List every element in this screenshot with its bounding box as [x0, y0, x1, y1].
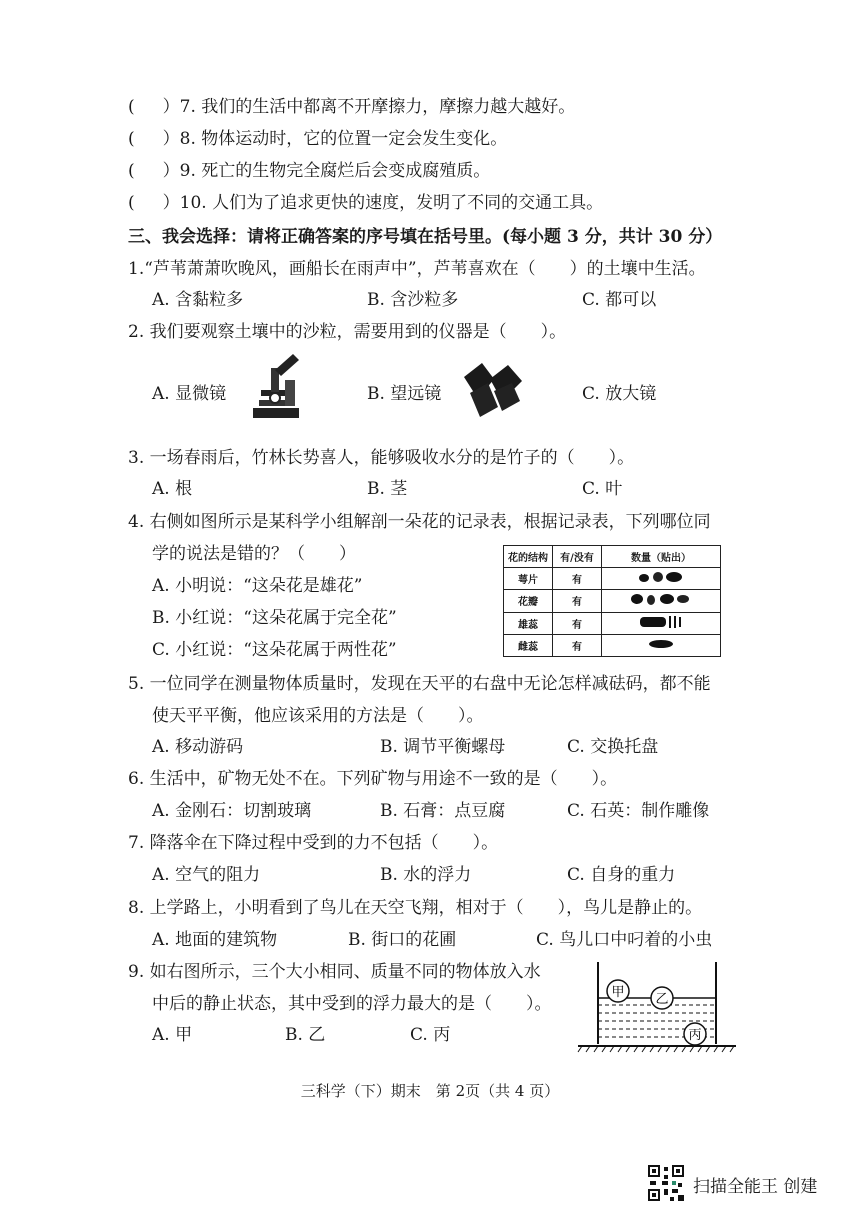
table-row [504, 590, 721, 612]
q9-option-b[interactable]: B. 乙 [285, 1025, 326, 1045]
flower-record-table [503, 545, 721, 657]
pistil-samples-icon [641, 638, 681, 650]
sepal-samples-icon [636, 570, 686, 584]
question-5-line-2: 使天平平衡，他应该采用的方法是（ ）。 [152, 706, 484, 726]
table-cell-has: 有 [553, 612, 602, 634]
question-2: 2. 我们要观察土壤中的沙粒，需要用到的仪器是（ ）。 [128, 322, 567, 342]
question-3: 3. 一场春雨后，竹林长势喜人，能够吸收水分的是竹子的（ ）。 [128, 448, 635, 468]
q2-option-b[interactable]: B. 望远镜 [367, 384, 442, 404]
q7-option-b[interactable]: B. 水的浮力 [380, 865, 472, 885]
question-1: 1.“芦苇萧萧吹晚风，画船长在雨声中”，芦苇喜欢在（ ）的土壤中生活。 [128, 259, 706, 279]
q6-option-b[interactable]: B. 石膏：点豆腐 [380, 801, 506, 821]
answer-paren[interactable]: ( [128, 161, 135, 181]
qr-code-icon [646, 1163, 686, 1203]
q5-option-c[interactable]: C. 交换托盘 [567, 737, 659, 757]
table-row [504, 568, 721, 590]
q2-option-a[interactable]: A. 显微镜 [152, 384, 227, 404]
q1-option-a[interactable]: A. 含黏粒多 [152, 290, 244, 310]
table-cell-part: 花瓣 [504, 590, 553, 612]
petal-samples-icon [629, 592, 693, 606]
q2-option-c[interactable]: C. 放大镜 [582, 384, 657, 404]
judge-text: ）10. 人们为了追求更快的速度，发明了不同的交通工具。 [162, 193, 604, 213]
question-5-line-1: 5. 一位同学在测量物体质量时，发现在天平的右盘中无论怎样减砝码，都不能 [128, 674, 711, 694]
table-cell-samples [602, 612, 721, 634]
section-heading: 三、我会选择：请将正确答案的序号填在括号里。(每小题 3 分，共计 30 分） [128, 227, 723, 247]
label-yi: 乙 [655, 992, 669, 1007]
answer-paren[interactable]: ( [128, 129, 135, 149]
table-header: 数量（贴出） [602, 546, 721, 568]
judge-item-8 [128, 128, 507, 150]
judge-item-9 [128, 160, 490, 182]
table-row [504, 612, 721, 634]
q7-option-a[interactable]: A. 空气的阻力 [152, 865, 261, 885]
table-header: 有/没有 [553, 546, 602, 568]
q5-option-b[interactable]: B. 调节平衡螺母 [380, 737, 506, 757]
q4-option-a[interactable]: A. 小明说：“这朵花是雄花” [152, 576, 363, 596]
scanner-watermark: 扫描全能王 创建 [693, 1177, 818, 1197]
binoculars-icon [460, 357, 526, 419]
question-7: 7. 降落伞在下降过程中受到的力不包括（ ）。 [128, 833, 499, 853]
label-bing: 丙 [688, 1028, 702, 1043]
table-cell-part: 雄蕊 [504, 612, 553, 634]
judge-item-7 [128, 96, 575, 118]
q1-option-c[interactable]: C. 都可以 [582, 290, 657, 310]
label-jia: 甲 [611, 985, 625, 1000]
table-cell-has: 有 [553, 634, 602, 656]
table-header: 花的结构 [504, 546, 553, 568]
q9-option-c[interactable]: C. 丙 [410, 1025, 451, 1045]
q7-option-c[interactable]: C. 自身的重力 [567, 865, 676, 885]
table-cell-has: 有 [553, 568, 602, 590]
question-9-line-1: 9. 如右图所示，三个大小相同、质量不同的物体放入水 [128, 962, 541, 982]
stamen-samples-icon [636, 614, 686, 630]
judge-item-10 [128, 192, 603, 214]
buoyancy-diagram [576, 958, 738, 1054]
answer-paren[interactable]: ( [128, 193, 135, 213]
q3-option-c[interactable]: C. 叶 [582, 479, 623, 499]
judge-text: ）8. 物体运动时，它的位置一定会发生变化。 [162, 129, 508, 149]
q4-option-c[interactable]: C. 小红说：“这朵花属于两性花” [152, 640, 397, 660]
table-header-row [504, 546, 721, 568]
q3-option-a[interactable]: A. 根 [152, 479, 193, 499]
question-9-line-2: 中后的静止状态，其中受到的浮力最大的是（ ）。 [152, 994, 552, 1014]
table-cell-samples [602, 634, 721, 656]
table-row [504, 634, 721, 656]
table-cell-has: 有 [553, 590, 602, 612]
q8-option-a[interactable]: A. 地面的建筑物 [152, 930, 278, 950]
q6-option-a[interactable]: A. 金刚石：切割玻璃 [152, 801, 312, 821]
question-4-line-2: 学的说法是错的？（ ） [152, 544, 356, 564]
judge-text: ）9. 死亡的生物完全腐烂后会变成腐殖质。 [162, 161, 491, 181]
judge-text: ）7. 我们的生活中都离不开摩擦力，摩擦力越大越好。 [162, 97, 576, 117]
table-cell-samples [602, 568, 721, 590]
table-cell-part: 雌蕊 [504, 634, 553, 656]
question-6: 6. 生活中，矿物无处不在。下列矿物与用途不一致的是（ ）。 [128, 769, 618, 789]
question-8: 8. 上学路上，小明看到了鸟儿在天空飞翔，相对于（ ），鸟儿是静止的。 [128, 898, 703, 918]
microscope-icon [245, 350, 307, 422]
q4-option-b[interactable]: B. 小红说：“这朵花属于完全花” [152, 608, 397, 628]
table-cell-part: 萼片 [504, 568, 553, 590]
q5-option-a[interactable]: A. 移动游码 [152, 737, 244, 757]
question-4-line-1: 4. 右侧如图所示是某科学小组解剖一朵花的记录表，根据记录表，下列哪位同 [128, 512, 711, 532]
answer-paren[interactable]: ( [128, 97, 135, 117]
q3-option-b[interactable]: B. 茎 [367, 479, 408, 499]
q8-option-b[interactable]: B. 街口的花圃 [348, 930, 457, 950]
table-cell-samples [602, 590, 721, 612]
q1-option-b[interactable]: B. 含沙粒多 [367, 290, 459, 310]
q9-option-a[interactable]: A. 甲 [152, 1025, 193, 1045]
q6-option-c[interactable]: C. 石英：制作雕像 [567, 801, 710, 821]
q8-option-c[interactable]: C. 鸟儿口中叼着的小虫 [536, 930, 713, 950]
page-footer: 三科学（下）期末 第 2页（共 4 页） [300, 1082, 560, 1100]
